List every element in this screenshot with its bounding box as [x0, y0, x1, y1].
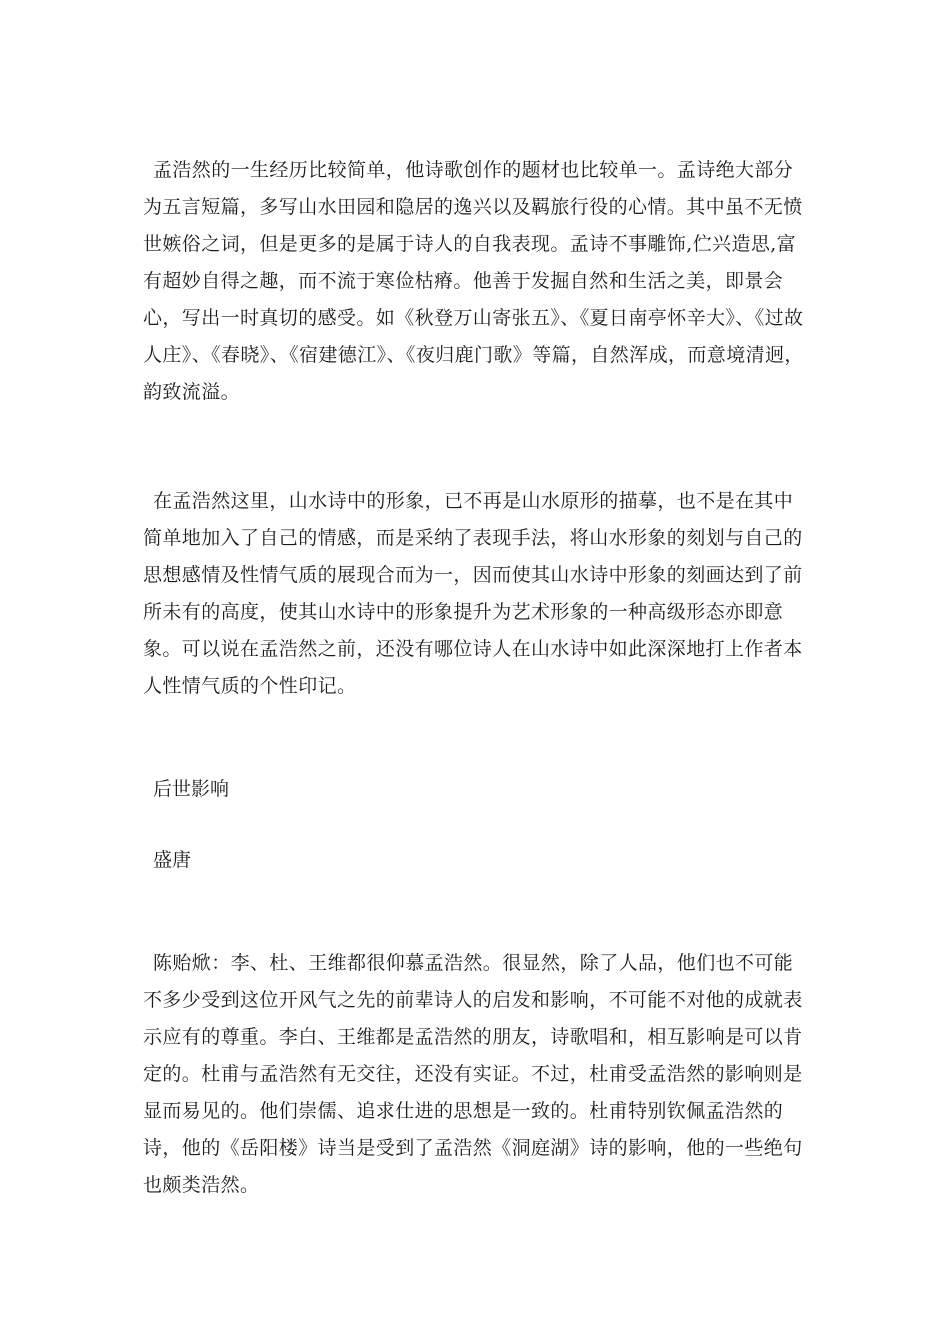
paragraph-meng-poetry-overview: 孟浩然的一生经历比较简单，他诗歌创作的题材也比较单一。孟诗绝大部分为五言短篇，多写山水田园和隐居的逸兴以及羁旅行役的心情。其中虽不无愤世嫉俗之词，但是更多的是属于诗人的自我表现。孟诗不事雕饰,伫兴造思,富有超妙自得之趣，而不流于寒俭枯瘠。他善于发掘自然和生活之美，即景会心，写出一时真切的感受。如《秋登万山寄张五》、《夏日南亭怀辛大》、《过故人庄》、《春晓》、《宿建德江》、《夜归鹿门歌》等篇，自然浑成，而意境清迥，韵致流溢。 [143, 159, 804, 403]
paragraph-landscape-imagery: 在孟浩然这里，山水诗中的形象，已不再是山水原形的描摹，也不是在其中简单地加入了自己的情感，而是采纳了表现手法，将山水形象的刻划与自己的思想感情及性情气质的展现合而为一，因而使其山水诗中形象的刻画达到了前所未有的高度，使其山水诗中的形象提升为艺术形象的一种高级形态亦即意象。可以说在孟浩然之前，还没有哪位诗人在山水诗中如此深深地打上作者本人性情气质的个性印记。 [143, 490, 803, 697]
section-heading-influence: 后世影响 [153, 778, 230, 800]
paragraph-chen-yixin-commentary: 陈贻焮：李、杜、王维都很仰慕孟浩然。很显然，除了人品，他们也不可能不多少受到这位开风气之先的前辈诗人的启发和影响，不可能不对他的成就表示应有的尊重。李白、王维都是孟浩然的朋友，诗歌唱和，相互影响是可以肯定的。杜甫与孟浩然有无交往，还没有实证。不过，杜甫受孟浩然的影响则是显而易见的。他们崇儒、追求仕进的思想是一致的。杜甫特别钦佩孟浩然的诗，他的《岳阳楼》诗当是受到了孟浩然《洞庭湖》诗的影响，他的一些绝句也颇类浩然。 [143, 952, 803, 1196]
subsection-heading-tang: 盛唐 [153, 849, 192, 871]
